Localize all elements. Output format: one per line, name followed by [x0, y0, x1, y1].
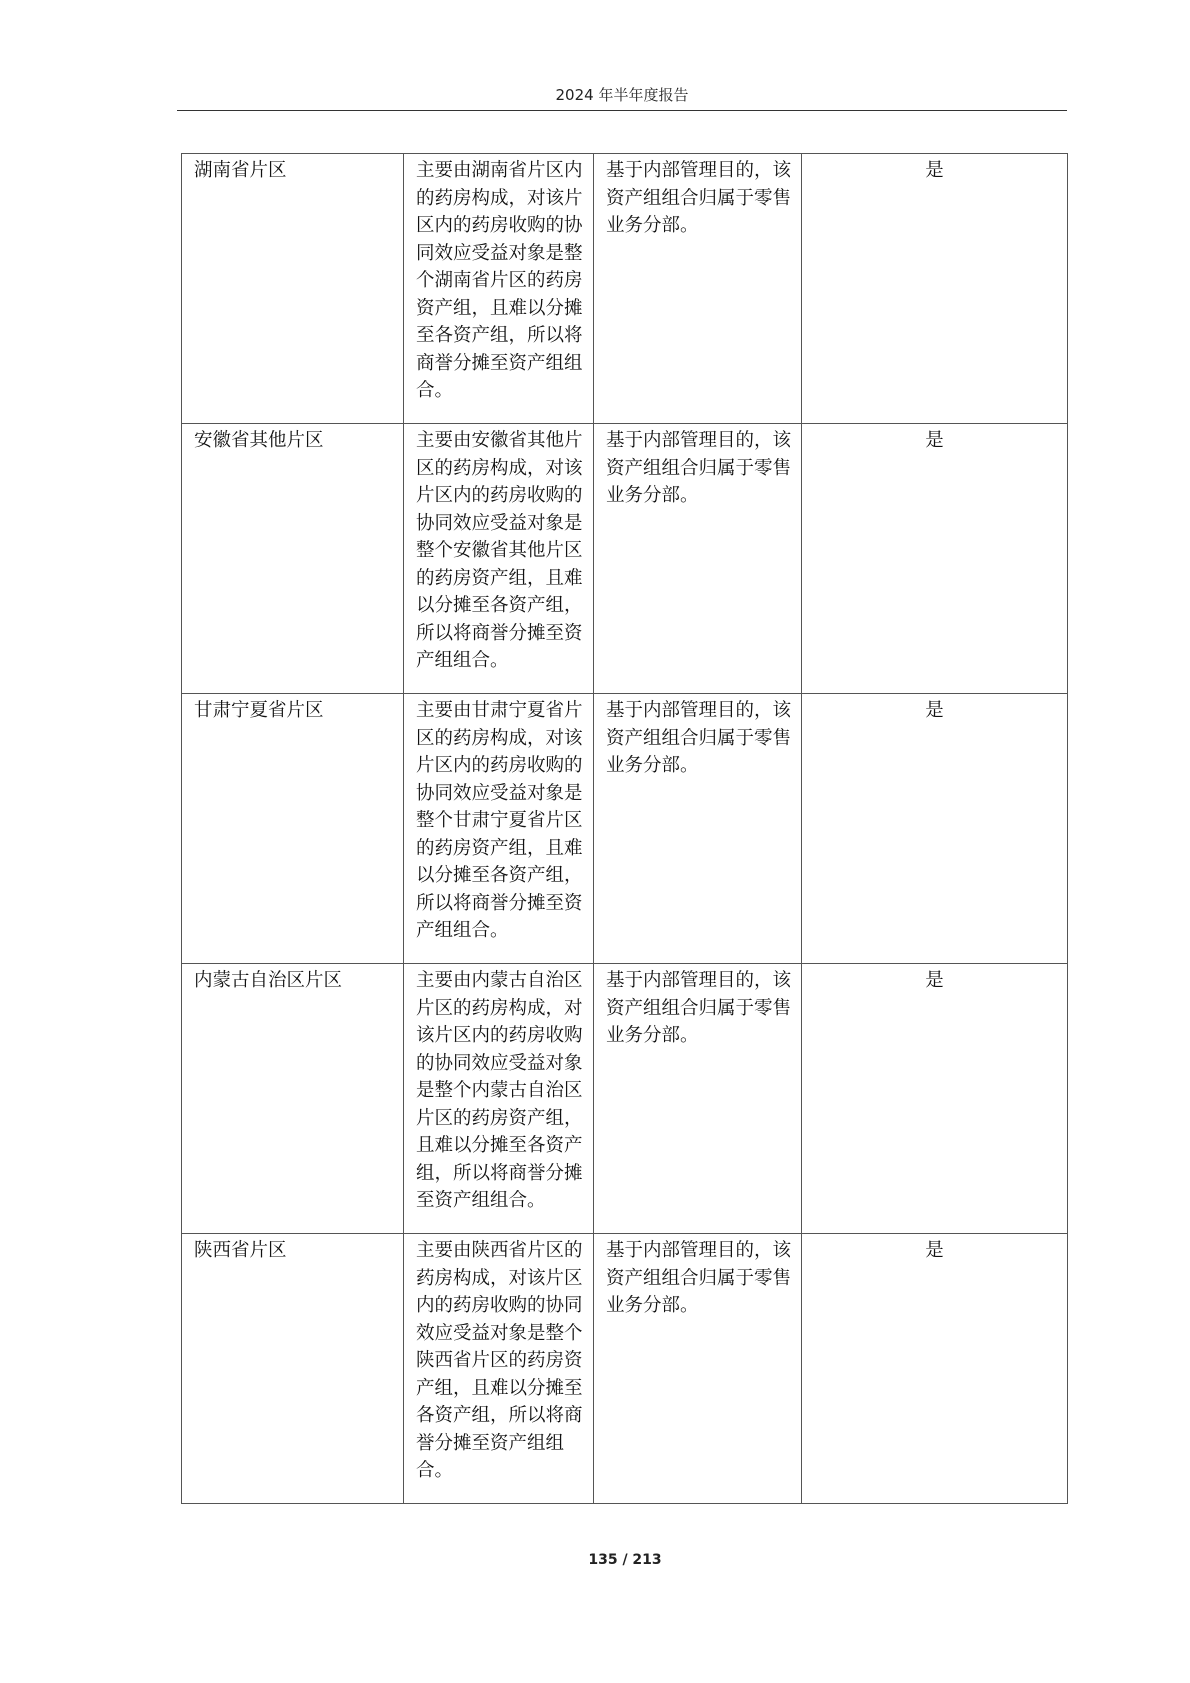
table-row [182, 154, 1068, 424]
header-divider [177, 110, 1067, 111]
composition-cell: 主要由湖南省片区内的药房构成，对该片区内的药房收购的协同效应受益对象是整个湖南省片区的药房资产组，且难以分摊至各资产组，所以将商誉分摊至资产组组合。 [404, 154, 594, 424]
region-cell: 湖南省片区 [182, 154, 404, 424]
composition-cell: 主要由陕西省片区的药房构成，对该片区内的药房收购的协同效应受益对象是整个陕西省片区的药房资产组，且难以分摊至各资产组，所以将商誉分摊至资产组组合。 [404, 1234, 594, 1504]
consistent-cell: 是 [802, 694, 1068, 964]
region-cell: 甘肃宁夏省片区 [182, 694, 404, 964]
basis-cell: 基于内部管理目的，该资产组组合归属于零售业务分部。 [594, 424, 802, 694]
consistent-cell: 是 [802, 154, 1068, 424]
table-row [182, 964, 1068, 1234]
goodwill-allocation-table [181, 153, 1068, 1504]
table-row [182, 1234, 1068, 1504]
composition-cell: 主要由安徽省其他片区的药房构成，对该片区内的药房收购的协同效应受益对象是整个安徽省其他片区的药房资产组，且难以分摊至各资产组，所以将商誉分摊至资产组组合。 [404, 424, 594, 694]
basis-cell: 基于内部管理目的，该资产组组合归属于零售业务分部。 [594, 154, 802, 424]
region-cell: 内蒙古自治区片区 [182, 964, 404, 1234]
basis-cell: 基于内部管理目的，该资产组组合归属于零售业务分部。 [594, 964, 802, 1234]
consistent-cell: 是 [802, 424, 1068, 694]
table-row [182, 424, 1068, 694]
composition-cell: 主要由内蒙古自治区片区的药房构成，对该片区内的药房收购的协同效应受益对象是整个内蒙古自治区片区的药房资产组，且难以分摊至各资产组，所以将商誉分摊至资产组组合。 [404, 964, 594, 1234]
table-row [182, 694, 1068, 964]
page-header-title: 2024 年半年度报告 [555, 86, 689, 104]
basis-cell: 基于内部管理目的，该资产组组合归属于零售业务分部。 [594, 694, 802, 964]
page-number: 135 / 213 [588, 1552, 662, 1568]
consistent-cell: 是 [802, 1234, 1068, 1504]
region-cell: 陕西省片区 [182, 1234, 404, 1504]
consistent-cell: 是 [802, 964, 1068, 1234]
basis-cell: 基于内部管理目的，该资产组组合归属于零售业务分部。 [594, 1234, 802, 1504]
composition-cell: 主要由甘肃宁夏省片区的药房构成，对该片区内的药房收购的协同效应受益对象是整个甘肃宁夏省片区的药房资产组，且难以分摊至各资产组，所以将商誉分摊至资产组组合。 [404, 694, 594, 964]
region-cell: 安徽省其他片区 [182, 424, 404, 694]
